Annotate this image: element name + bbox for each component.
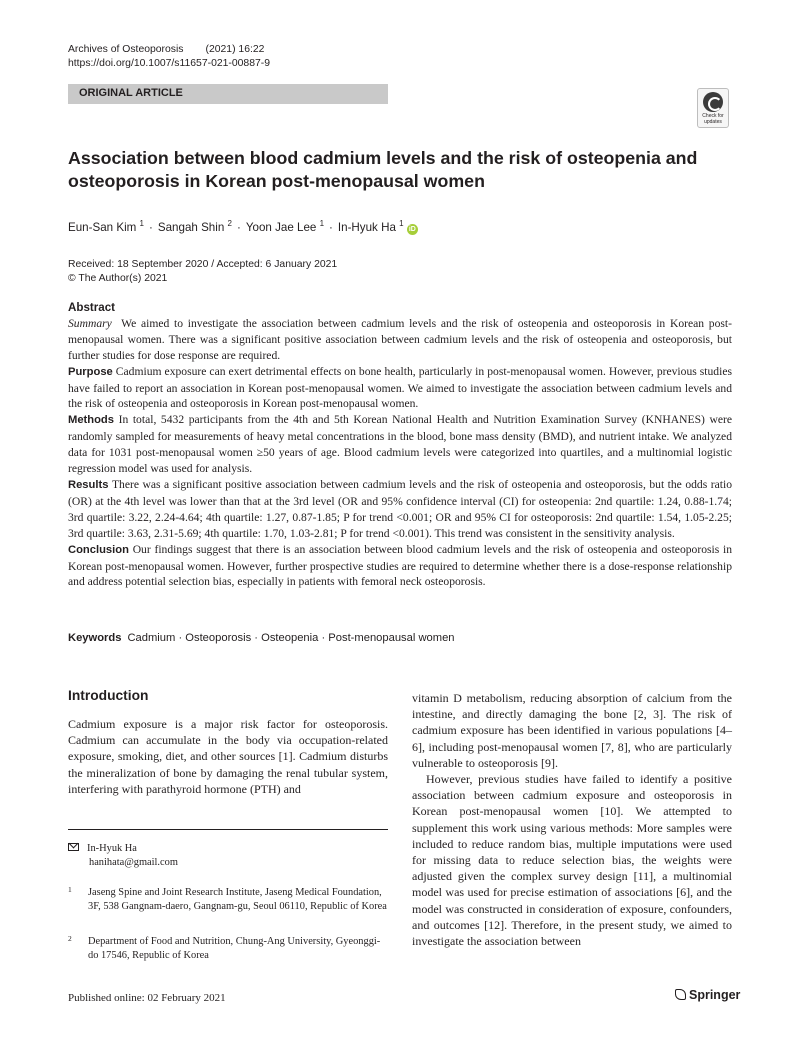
affiliation [68, 935, 388, 963]
corresponding-author-email[interactable]: hanihata@gmail.com [89, 857, 178, 868]
copyright-line: © The Author(s) 2021 [68, 273, 168, 284]
affiliation-number: 1 [68, 885, 72, 894]
published-date: Published online: 02 February 2021 [68, 992, 226, 1004]
author-affiliation-number: 1 [319, 219, 325, 228]
methods-text: In total, 5432 participants from the 4th and 5th Korean National Health and Nutrition Examination Survey (KNHANES) were randomly sampled for measurements of heavy metal concentrations in the blood, bone mass density (BMD), and nutrient intake. We analyzed data for 1031 post-menopausal women ≥50 years of age. Blood cadmium levels were categorized into quartiles, and a multinomial logistic regression model was used for analysis. [68, 413, 732, 476]
journal-name: Archives of Osteoporosis [68, 44, 184, 55]
introduction-heading: Introduction [68, 688, 149, 703]
conclusion-text: Our findings suggest that there is an association between blood cadmium levels and the risk of osteopenia and osteoporosis in Korean post-menopausal women. However, further prospective studies are required to determine whether there is a dose-response relationship and address potential selection bias, especially in patients with femoral neck osteoporosis. [68, 542, 733, 589]
intro-paragraph: Cadmium exposure is a major risk factor for osteoporosis. Cadmium can accumulate in the body via occupation-related exposure, smoking, diet, and other sources [1]. Cadmium disturbs the mineralization of bone by damaging the renal tubular system, interfering with parathyroid hormone (PTH) and [68, 717, 388, 796]
keywords [68, 632, 455, 644]
journal-citation [68, 44, 264, 55]
methods-label: Methods [68, 414, 114, 427]
publisher-name: Springer [689, 988, 741, 1002]
conclusion-label: Conclusion [68, 543, 129, 556]
received-accepted-dates: Received: 18 September 2020 / Accepted: 6 January 2021 [68, 259, 338, 270]
article-dates [68, 258, 337, 286]
article-type-label: ORIGINAL ARTICLE [79, 87, 183, 99]
summary-label: Summary [68, 316, 112, 330]
abstract-methods [68, 412, 732, 477]
affiliation-text: Department of Food and Nutrition, Chung-Ang University, Gyeonggi-do 17546, Republic of Korea [88, 936, 381, 961]
author-name[interactable]: Yoon Jae Lee [245, 220, 317, 234]
author-affiliation-number: 1 [139, 219, 144, 228]
results-label: Results [68, 478, 109, 491]
author-name[interactable]: Sangah Shin [157, 220, 225, 234]
author-name[interactable]: Eun-San Kim [68, 220, 137, 234]
springer-horse-icon [675, 989, 686, 1000]
abstract-heading: Abstract [68, 301, 116, 314]
keywords-list: Cadmium · Osteoporosis · Osteopenia · Post-menopausal women [127, 632, 455, 644]
abstract-conclusion [68, 542, 732, 591]
author-affiliation-number: 1 [399, 219, 404, 228]
purpose-label: Purpose [68, 365, 113, 378]
author-affiliation-number: 2 [227, 219, 232, 228]
affiliation-number: 2 [68, 934, 72, 943]
body-column-right [412, 690, 732, 949]
journal-volume: (2021) 16:22 [205, 44, 265, 55]
orcid-icon[interactable]: iD [408, 225, 416, 233]
check-for-updates-button[interactable] [697, 88, 729, 128]
footnote-divider [68, 829, 388, 830]
summary-text: We aimed to investigate the association between cadmium levels and the risk of osteopenia and osteoporosis in Korean post-menopausal women. There was a significant positive association between cadmium levels and the risk of osteopenia and osteoporosis, but further studies for dose response are required. [68, 316, 732, 362]
abstract-summary [68, 316, 732, 364]
doi-link[interactable]: https://doi.org/10.1007/s11657-021-00887-9 [68, 58, 270, 69]
abstract-results [68, 477, 732, 542]
envelope-icon [68, 843, 79, 851]
results-text: There was a significant positive association between cadmium levels and the risk of osteopenia and osteoporosis, but the odds ratio (OR) at the 4th level was lower than that at the 3rd level (OR and 95% confidence interval (CI) for osteopenia: 2nd quartile: 1.24, 0.88-1.74; 3rd quartile: 3.22, 2.24-4.64; 4th quartile: 1.27, 0.87-1.85; P for trend <0.001; OR and 95% CI for osteoporosis: 2nd quartile: 1.54, 1.05-2.25; 3rd quartile: 3.63, 2.31-5.69; 4th quartile: 1.70, 1.03-2.81; P for trend <0.001). This trend was consistent in the sensitivity analysis. [68, 477, 732, 540]
article-title: Association between blood cadmium levels and the risk of osteopenia and osteoporosis in Korean post-menopausal women [68, 148, 698, 191]
publisher-logo[interactable] [675, 988, 740, 1002]
corresponding-author [68, 842, 178, 870]
abstract [68, 300, 732, 590]
body-column-left [68, 716, 388, 797]
abstract-purpose [68, 364, 732, 413]
author-list: Eun-San Kim $^1$ · Sangah Shin $^2$ · Yoon Jae Lee $^1$ · In-Hyuk Ha $^1$ iD [68, 219, 416, 234]
affiliation [68, 886, 388, 914]
check-updates-icon [703, 92, 723, 112]
purpose-text: Cadmium exposure can exert detrimental effects on bone health, particularly in post-menopausal women. However, previous studies have failed to report an association in Korean post-menopausal women. We aimed to investigate the association between cadmium levels and the risk of osteopenia and osteoporosis in Korean post-menopausal women. [68, 364, 732, 411]
intro-paragraph: However, previous studies have failed to identify a positive association between cadmium exposure and osteoporosis in Korean post-menopausal women [10]. We attempted to supplement this work using various methods: More samples were included to reduce random bias, multiple imputations were used for missing data to reduce selection bias, the weights were adjusted given the complex survey design [11], a multinomial model was used for precise estimation of associations [6], and the model was constructed in consideration of exposure, confounders, and outcomes [12]. Therefore, in the present study, we aimed to investigate the association between [412, 772, 732, 949]
affiliation-text: Jaseng Spine and Joint Research Institute, Jaseng Medical Foundation, 3F, 538 Gangnam-daero, Gangnam-gu, Seoul 06110, Republic of Korea [88, 887, 387, 912]
keywords-label: Keywords [68, 632, 122, 644]
intro-paragraph: vitamin D metabolism, reducing absorption of calcium from the intestine, and directly damaging the bone [2, 3]. The risk of cadmium exposure has been identified in various populations [4–6], including post-menopausal women [7, 8], who are particularly vulnerable to osteoporosis [9]. [412, 691, 732, 770]
corresponding-author-name: In-Hyuk Ha [87, 843, 137, 854]
author-name[interactable]: In-Hyuk Ha [337, 220, 396, 234]
check-updates-label: Check for updates [702, 113, 724, 125]
article-type-banner [68, 84, 388, 104]
